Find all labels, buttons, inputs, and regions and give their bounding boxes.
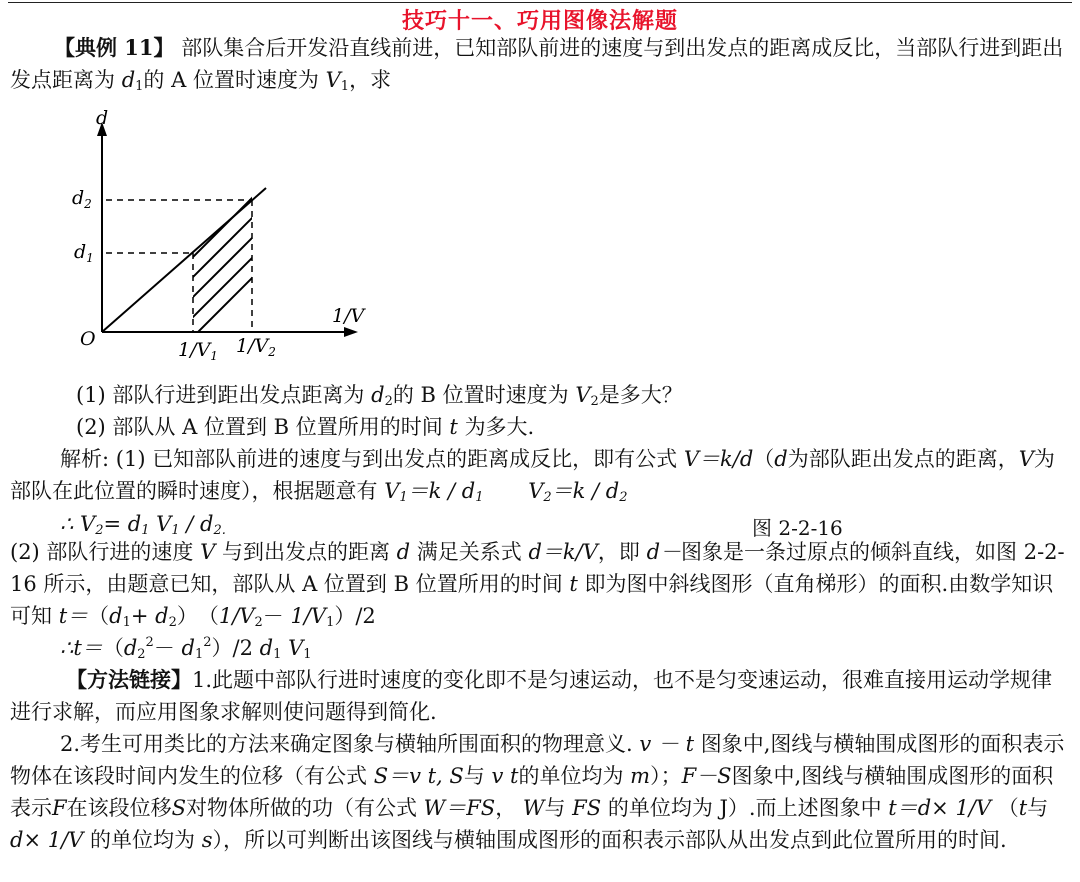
top-rule: [8, 2, 1072, 3]
example-paragraph: 【典例 11】 部队集合后开发沿直线前进，已知部队前进的速度与到出发点的距离成反比，当部队行进到距出发点距离为 $d_1$的 A 位置时速度为 $V_1$，求: [10, 35, 1064, 94]
method-paragraph-1: 【方法链接】1.此题中部队行进时速度的变化即不是匀速运动，也不是匀变速运动，很难直接用运动学规律进行求解，而应用图象求解则使问题得到简化.: [10, 667, 1053, 724]
d2-label: $d_2$: [72, 187, 92, 211]
x-axis-label: 1/V: [332, 305, 365, 327]
question-1: (1) 部队行进到距出发点距离为 $d_2$的 B 位置时速度为 $V_2$是多大？: [76, 383, 683, 409]
method-paragraph-2: 2.考生可用类比的方法来确定图象与横轴所围面积的物理意义. v － t 图象中,图线与横轴围成图形的面积表示物体在该段时间内发生的位移（有公式 S＝v t, S与 v t的单位均为 m）；F－S图象中,图线与横轴围成图形的面积表示F在该段位移S对物体所做的功（有公式 W＝FS， W与 FS 的单位均为 J）.而上述图象中 t＝d× 1/V （t与 d× 1/V 的单位均为 s），所以可判断出该图线与横轴围成图形的面积表示部队从出发点到此位置所用的时间.: [10, 732, 1065, 852]
question-2: (2) 部队从 A 位置到 B 位置所用的时间 t 为多大.: [76, 415, 535, 439]
therefore-line-1: ∴ $V_2= d_1$ $V_1 / d_{2.}$: [60, 512, 226, 538]
d-vs-inverse-v-graph: [60, 100, 380, 370]
figure-caption: 图 2-2-16: [752, 516, 843, 540]
analysis-label: 解析:: [60, 447, 110, 471]
x2-label: $1/V_2$: [236, 335, 276, 359]
origin-label: O: [80, 328, 96, 350]
method-tag: 【方法链接】: [66, 667, 192, 692]
analysis-paragraph-2: (2) 部队行进的速度 V 与到出发点的距离 d 满足关系式 d＝k/V，即 d－图象是一条过原点的倾斜直线，如图 2-2-16 所示，由题意已知，部队从 A 位置到 B 位置所用的时间 t 即为图中斜线图形（直角梯形）的面积.由数学知识可知 $t=(d_1+ d_2)$ $(1/V_2- 1/V_1)/2$: [10, 540, 1065, 630]
x-axis-arrow: [344, 327, 358, 337]
therefore-line-2: $\therefore t=(d_2^2- d_1^2)/2$ $d_1$ $V_1$: [60, 635, 312, 662]
page-title: 技巧十一、巧用图像法解题: [401, 8, 678, 34]
x1-label: $1/V_1$: [178, 339, 218, 363]
d1-label: $d_1$: [74, 241, 94, 265]
example-tag: 【典例 11】: [54, 35, 175, 60]
analysis-paragraph-1: 解析: (1) 已知部队前进的速度与到出发点的距离成反比，即有公式 V＝k/d（d为部队距出发点的距离，V为部队在此位置的瞬时速度），根据题意有 $V_1=k / d_1$ $V_2=k / d_2$: [10, 447, 1055, 505]
y-axis-label: d: [96, 107, 109, 129]
hatched-area: [180, 100, 320, 350]
